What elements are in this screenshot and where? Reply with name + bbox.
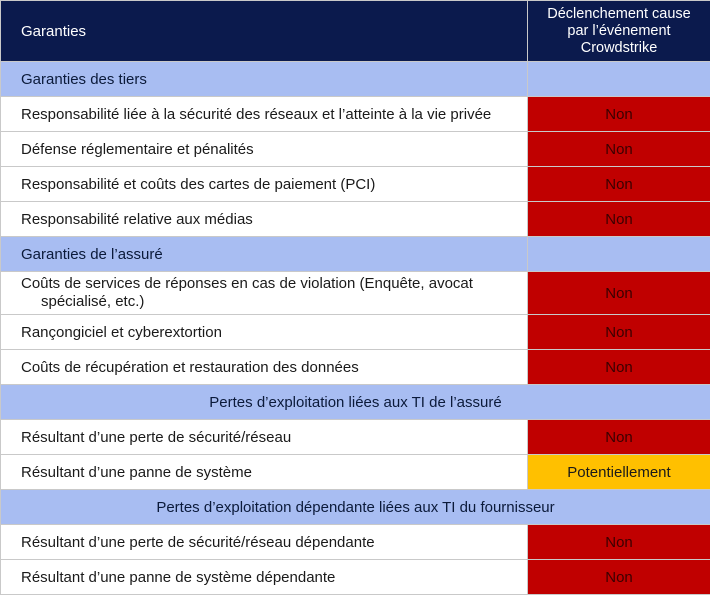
header-line-1: Déclenchement cause [547, 5, 691, 22]
section-row [1, 62, 710, 97]
table-header-row [1, 1, 710, 62]
status-cell: Non [528, 420, 710, 455]
section-title: Garanties de l’assuré [1, 237, 528, 272]
row-label: Responsabilité et coûts des cartes de paiement (PCI) [1, 167, 528, 202]
status-cell: Non [528, 560, 710, 595]
row-label: Responsabilité liée à la sécurité des réseaux et l’atteinte à la vie privée [1, 97, 528, 132]
table-row [1, 350, 710, 385]
status-cell: Non [528, 272, 710, 315]
table-row [1, 455, 710, 490]
status-cell: Potentiellement [528, 455, 710, 490]
table-row [1, 202, 710, 237]
status-cell: Non [528, 167, 710, 202]
row-label [1, 272, 528, 315]
section-title: Pertes d’exploitation dépendante liées aux TI du fournisseur [1, 490, 710, 525]
section-row [1, 237, 710, 272]
header-line-2: par l’événement [567, 22, 671, 39]
table-row [1, 97, 710, 132]
status-cell: Non [528, 132, 710, 167]
table-row [1, 167, 710, 202]
status-cell: Non [528, 315, 710, 350]
row-label-line-2: spécialisé, etc.) [41, 293, 145, 310]
section-title: Garanties des tiers [1, 62, 528, 97]
status-cell: Non [528, 350, 710, 385]
status-cell: Non [528, 525, 710, 560]
row-label: Résultant d’une panne de système dépendante [1, 560, 528, 595]
header-line-3: Crowdstrike [580, 39, 658, 56]
status-cell: Non [528, 97, 710, 132]
header-garanties: Garanties [1, 1, 528, 62]
row-label: Rançongiciel et cyberextortion [1, 315, 528, 350]
row-label: Coûts de récupération et restauration des données [1, 350, 528, 385]
section-empty-cell [528, 62, 710, 97]
row-label: Résultant d’une perte de sécurité/réseau dépendante [1, 525, 528, 560]
row-label: Défense réglementaire et pénalités [1, 132, 528, 167]
table-row [1, 315, 710, 350]
table-row [1, 525, 710, 560]
row-label: Résultant d’une perte de sécurité/réseau [1, 420, 528, 455]
section-row [1, 385, 710, 420]
table-row [1, 560, 710, 595]
row-label-line-1: Coûts de services de réponses en cas de violation (Enquête, avocat [21, 275, 473, 292]
table-row [1, 272, 710, 315]
status-cell: Non [528, 202, 710, 237]
table-row [1, 132, 710, 167]
row-label: Résultant d’une panne de système [1, 455, 528, 490]
section-empty-cell [528, 237, 710, 272]
section-row [1, 490, 710, 525]
header-declenchement [528, 1, 710, 62]
row-label: Responsabilité relative aux médias [1, 202, 528, 237]
table-row [1, 420, 710, 455]
section-title: Pertes d’exploitation liées aux TI de l’assuré [1, 385, 710, 420]
